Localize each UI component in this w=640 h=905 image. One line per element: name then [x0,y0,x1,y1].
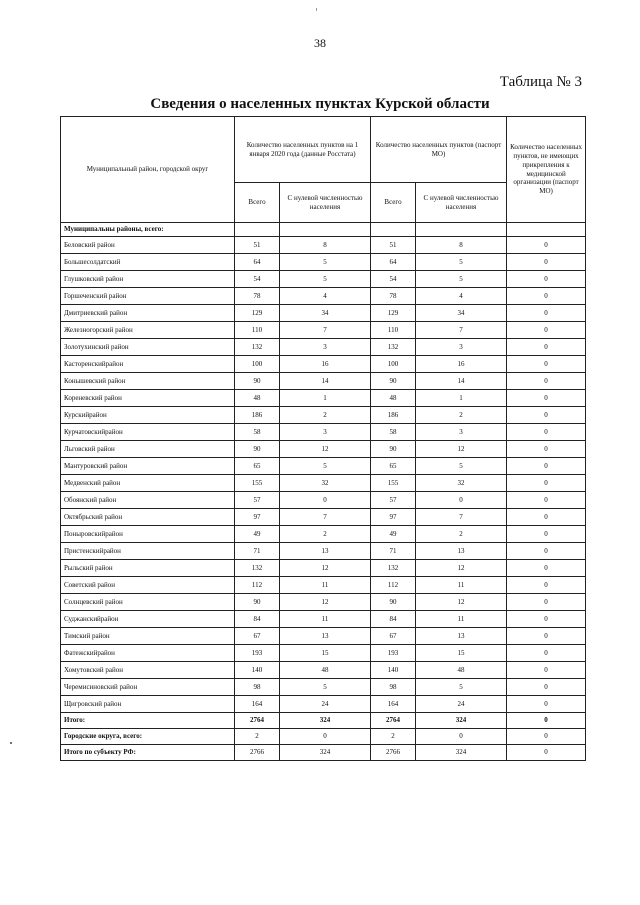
row-label: Горшеченский район [61,288,235,305]
cell-passport-total: 2 [371,729,416,745]
cell-passport-zero: 13 [416,628,507,645]
cell-passport-zero: 12 [416,560,507,577]
cell-passport-total: 140 [371,662,416,679]
row-label: Суджанскийрайон [61,611,235,628]
cell-rosstat-zero: 0 [280,729,371,745]
header-passport-group: Количество населенных пунктов (паспорт МО) [371,117,507,183]
cell-passport-zero: 7 [416,322,507,339]
cell-passport-total: 90 [371,441,416,458]
cell-not-attached: 0 [507,729,586,745]
cell-rosstat-zero: 24 [280,696,371,713]
table-cell [507,223,586,237]
cell-passport-zero: 5 [416,254,507,271]
cell-rosstat-total: 155 [235,475,280,492]
cell-rosstat-total: 48 [235,390,280,407]
section-row [61,223,586,237]
cell-not-attached: 0 [507,441,586,458]
cell-rosstat-total: 90 [235,594,280,611]
cell-passport-total: 58 [371,424,416,441]
header-not-attached: Количество населенных пунктов, не имеющих прикрепления к медицинской организации (паспорт МО) [507,117,586,223]
table-row [61,628,586,645]
cell-not-attached: 0 [507,509,586,526]
cell-rosstat-zero: 324 [280,713,371,729]
table-row [61,254,586,271]
cell-rosstat-zero: 32 [280,475,371,492]
row-label: Фатежскийрайон [61,645,235,662]
cell-rosstat-zero: 5 [280,458,371,475]
cell-passport-total: 64 [371,254,416,271]
row-label: Щигровский район [61,696,235,713]
cell-rosstat-total: 90 [235,373,280,390]
cell-rosstat-zero: 2 [280,526,371,543]
cell-passport-zero: 15 [416,645,507,662]
row-label: Льговский район [61,441,235,458]
cell-passport-zero: 0 [416,492,507,509]
cell-rosstat-total: 164 [235,696,280,713]
cell-passport-total: 84 [371,611,416,628]
cell-passport-zero: 2 [416,526,507,543]
table-row [61,577,586,594]
cell-rosstat-total: 2766 [235,745,280,761]
cell-passport-total: 132 [371,339,416,356]
cell-passport-zero: 5 [416,458,507,475]
cell-not-attached: 0 [507,679,586,696]
cell-rosstat-zero: 3 [280,339,371,356]
cell-passport-zero: 7 [416,509,507,526]
cell-passport-total: 2764 [371,713,416,729]
cell-passport-total: 51 [371,237,416,254]
cell-rosstat-zero: 4 [280,288,371,305]
cell-rosstat-zero: 11 [280,611,371,628]
cell-rosstat-total: 97 [235,509,280,526]
table-row [61,543,586,560]
cell-not-attached: 0 [507,390,586,407]
cell-not-attached: 0 [507,696,586,713]
cell-not-attached: 0 [507,356,586,373]
cell-passport-total: 90 [371,594,416,611]
cell-rosstat-zero: 0 [280,492,371,509]
table-row [61,696,586,713]
header-rosstat-total: Всего [235,183,280,223]
cell-not-attached: 0 [507,628,586,645]
cell-not-attached: 0 [507,475,586,492]
cell-passport-zero: 5 [416,679,507,696]
header-rosstat-group: Количество населенных пунктов на 1 января 2020 года (данные Росстата) [235,117,371,183]
scan-mark [10,742,12,744]
header-passport-total: Всего [371,183,416,223]
table-row [61,373,586,390]
table-label: Таблица № 3 [499,74,582,90]
cell-rosstat-total: 132 [235,339,280,356]
cell-passport-total: 54 [371,271,416,288]
cell-rosstat-total: 67 [235,628,280,645]
cell-rosstat-zero: 3 [280,424,371,441]
table-row [61,645,586,662]
table-cell [416,223,507,237]
cell-not-attached: 0 [507,288,586,305]
cell-rosstat-total: 140 [235,662,280,679]
cell-passport-zero: 5 [416,271,507,288]
header-passport-zero: С нулевой численностью населения [416,183,507,223]
cell-not-attached: 0 [507,577,586,594]
cell-rosstat-total: 65 [235,458,280,475]
cell-passport-zero: 0 [416,729,507,745]
cell-passport-total: 67 [371,628,416,645]
header-municipality: Муниципальный район, городской округ [61,117,235,223]
cell-passport-total: 100 [371,356,416,373]
cell-passport-total: 186 [371,407,416,424]
cell-rosstat-zero: 13 [280,628,371,645]
row-label: Медвенский район [61,475,235,492]
cell-passport-zero: 12 [416,441,507,458]
cell-not-attached: 0 [507,237,586,254]
cell-passport-zero: 34 [416,305,507,322]
table-row [61,662,586,679]
cell-rosstat-zero: 7 [280,509,371,526]
cell-passport-zero: 13 [416,543,507,560]
cell-passport-total: 2766 [371,745,416,761]
row-label: Беловский район [61,237,235,254]
cell-rosstat-total: 186 [235,407,280,424]
cell-rosstat-total: 64 [235,254,280,271]
cell-rosstat-zero: 14 [280,373,371,390]
cell-passport-zero: 2 [416,407,507,424]
row-label: Поныровскийрайон [61,526,235,543]
table-row [61,322,586,339]
cell-passport-total: 132 [371,560,416,577]
cell-rosstat-zero: 12 [280,441,371,458]
row-label: Дмитриевский район [61,305,235,322]
table-row [61,356,586,373]
row-label: Солнцевский район [61,594,235,611]
cell-passport-total: 193 [371,645,416,662]
cell-passport-total: 78 [371,288,416,305]
cell-rosstat-zero: 8 [280,237,371,254]
cell-not-attached: 0 [507,254,586,271]
cell-not-attached: 0 [507,373,586,390]
cell-passport-zero: 14 [416,373,507,390]
cell-passport-zero: 48 [416,662,507,679]
row-label: Итого по субъекту РФ: [61,745,235,761]
row-label: Итого: [61,713,235,729]
row-label: Обоянский район [61,492,235,509]
table-row [61,339,586,356]
cell-passport-zero: 3 [416,424,507,441]
row-label: Конышевский район [61,373,235,390]
table-row [61,526,586,543]
table-row [61,679,586,696]
cell-passport-total: 112 [371,577,416,594]
cell-rosstat-zero: 48 [280,662,371,679]
table-row [61,475,586,492]
cell-passport-total: 48 [371,390,416,407]
cell-not-attached: 0 [507,645,586,662]
cell-rosstat-total: 100 [235,356,280,373]
cell-rosstat-total: 110 [235,322,280,339]
cell-rosstat-total: 71 [235,543,280,560]
cell-rosstat-total: 129 [235,305,280,322]
cell-not-attached: 0 [507,407,586,424]
cell-passport-total: 57 [371,492,416,509]
table-row [61,288,586,305]
row-label: Черемисиновский район [61,679,235,696]
cell-passport-zero: 1 [416,390,507,407]
table-row [61,271,586,288]
table-cell [280,223,371,237]
cell-rosstat-total: 58 [235,424,280,441]
cell-passport-total: 65 [371,458,416,475]
cell-passport-total: 90 [371,373,416,390]
cell-rosstat-total: 78 [235,288,280,305]
settlements-table [60,116,586,761]
row-label: Кореневский район [61,390,235,407]
cell-rosstat-total: 2 [235,729,280,745]
row-label: Рыльский район [61,560,235,577]
cell-not-attached: 0 [507,745,586,761]
table-row [61,407,586,424]
cell-not-attached: 0 [507,526,586,543]
cell-passport-zero: 8 [416,237,507,254]
cell-not-attached: 0 [507,424,586,441]
table-row [61,390,586,407]
cell-rosstat-zero: 324 [280,745,371,761]
cell-rosstat-zero: 12 [280,594,371,611]
header-rosstat-zero: С нулевой численностью населения [280,183,371,223]
cell-passport-zero: 24 [416,696,507,713]
table-row [61,560,586,577]
cell-not-attached: 0 [507,662,586,679]
row-label: Хомутовский район [61,662,235,679]
table-row [61,305,586,322]
section-label: Муниципальны районы, всего: [61,223,235,237]
cell-not-attached: 0 [507,339,586,356]
row-label: Мантуровский район [61,458,235,475]
table-cell [235,223,280,237]
cell-not-attached: 0 [507,713,586,729]
total-row [61,729,586,745]
cell-rosstat-zero: 7 [280,322,371,339]
cell-rosstat-zero: 11 [280,577,371,594]
cell-rosstat-total: 132 [235,560,280,577]
cell-rosstat-total: 49 [235,526,280,543]
cell-rosstat-total: 112 [235,577,280,594]
row-label: Касторенскийрайон [61,356,235,373]
cell-passport-zero: 4 [416,288,507,305]
cell-rosstat-zero: 5 [280,254,371,271]
cell-rosstat-total: 51 [235,237,280,254]
table-row [61,424,586,441]
cell-passport-zero: 16 [416,356,507,373]
row-label: Пристенскийрайон [61,543,235,560]
cell-passport-zero: 324 [416,745,507,761]
cell-passport-zero: 11 [416,577,507,594]
cell-passport-total: 155 [371,475,416,492]
row-label: Городские округа, всего: [61,729,235,745]
cell-passport-total: 164 [371,696,416,713]
row-label: Тимский район [61,628,235,645]
table-title: Сведения о населенных пунктах Курской области [150,96,490,112]
row-label: Глушковский район [61,271,235,288]
row-label: Курскийрайон [61,407,235,424]
cell-rosstat-zero: 5 [280,679,371,696]
cell-not-attached: 0 [507,560,586,577]
cell-passport-total: 49 [371,526,416,543]
table-row [61,458,586,475]
table-row [61,441,586,458]
cell-rosstat-zero: 15 [280,645,371,662]
cell-rosstat-total: 193 [235,645,280,662]
cell-rosstat-total: 98 [235,679,280,696]
cell-not-attached: 0 [507,271,586,288]
cell-passport-total: 129 [371,305,416,322]
table-row [61,492,586,509]
scan-mark [316,8,317,11]
cell-rosstat-zero: 34 [280,305,371,322]
total-row [61,713,586,729]
cell-rosstat-zero: 16 [280,356,371,373]
cell-not-attached: 0 [507,458,586,475]
cell-passport-total: 98 [371,679,416,696]
row-label: Октябрьский район [61,509,235,526]
table-row [61,594,586,611]
cell-passport-total: 71 [371,543,416,560]
row-label: Курчатовскийрайон [61,424,235,441]
total-row [61,745,586,761]
row-label: Советский район [61,577,235,594]
cell-passport-total: 110 [371,322,416,339]
cell-passport-zero: 11 [416,611,507,628]
cell-rosstat-total: 57 [235,492,280,509]
cell-not-attached: 0 [507,305,586,322]
cell-passport-zero: 32 [416,475,507,492]
cell-rosstat-total: 2764 [235,713,280,729]
table-cell [371,223,416,237]
row-label: Большесолдатский [61,254,235,271]
cell-passport-total: 97 [371,509,416,526]
cell-passport-zero: 3 [416,339,507,356]
row-label: Железногорский район [61,322,235,339]
table-row [61,509,586,526]
page-number: 38 [314,36,326,50]
table-row [61,237,586,254]
cell-rosstat-zero: 13 [280,543,371,560]
table-row [61,611,586,628]
cell-not-attached: 0 [507,594,586,611]
cell-rosstat-total: 84 [235,611,280,628]
cell-rosstat-zero: 2 [280,407,371,424]
cell-rosstat-zero: 5 [280,271,371,288]
cell-rosstat-total: 90 [235,441,280,458]
cell-not-attached: 0 [507,322,586,339]
cell-passport-zero: 324 [416,713,507,729]
row-label: Золотухинский район [61,339,235,356]
cell-rosstat-zero: 1 [280,390,371,407]
cell-rosstat-total: 54 [235,271,280,288]
cell-rosstat-zero: 12 [280,560,371,577]
cell-not-attached: 0 [507,543,586,560]
cell-not-attached: 0 [507,492,586,509]
cell-passport-zero: 12 [416,594,507,611]
cell-not-attached: 0 [507,611,586,628]
